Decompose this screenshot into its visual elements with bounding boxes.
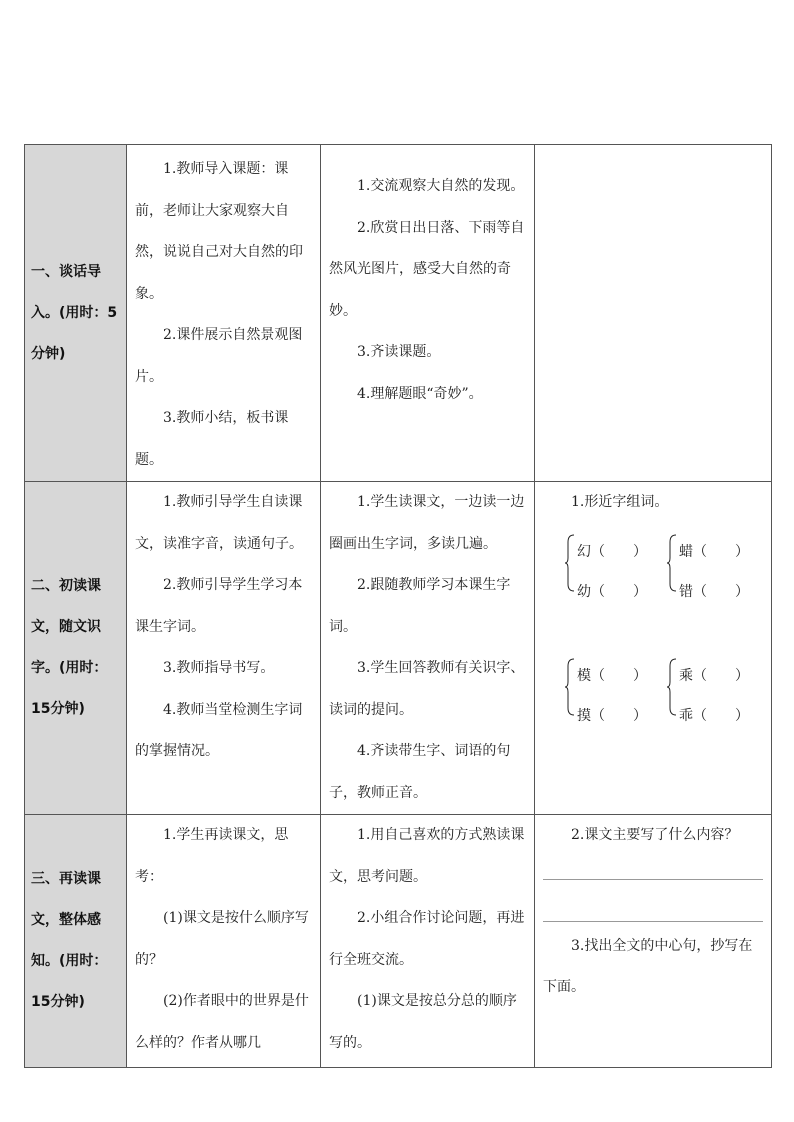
teacher-step: 1.教师导入课题：课前，老师让大家观察大自然，说说自己对大自然的印象。 [135, 161, 303, 302]
exercise-cell [535, 145, 772, 482]
left-brace-icon [565, 534, 575, 592]
teacher-step: 2.课件展示自然景观图片。 [135, 327, 303, 385]
teacher-activity-cell [127, 815, 321, 1068]
student-step: (1)课文是按总分总的顺序写的。 [329, 993, 517, 1051]
table-row [25, 482, 772, 815]
stage-line: 一、谈话导 [31, 263, 101, 280]
stage-cell [25, 145, 127, 482]
table-row [25, 145, 772, 482]
teacher-step: 2.教师引导学生学习本课生字词。 [135, 577, 303, 635]
pair-word: 错（ ） [679, 583, 749, 600]
student-step: 1.交流观察大自然的发现。 [357, 178, 525, 194]
teacher-activity-cell [127, 145, 321, 482]
exercise-question: 3.找出全文的中心句，抄写在下面。 [543, 937, 753, 995]
pair-word: 幼（ ） [577, 583, 647, 600]
teacher-step: 3.教师小结，板书课题。 [135, 410, 289, 468]
exercise-cell [535, 482, 772, 815]
left-brace-icon [565, 658, 575, 716]
character-pair [667, 656, 762, 724]
teacher-step: (2)作者眼中的世界是什么样的？作者从哪几 [135, 993, 309, 1051]
character-pair [565, 656, 660, 724]
stage-line: 文，整体感 [31, 912, 101, 928]
teacher-step: 4.教师当堂检测生字词的掌握情况。 [135, 701, 303, 759]
teacher-step: 1.教师引导学生自读课文，读准字音，读通句子。 [135, 494, 303, 552]
student-activity-cell [321, 815, 535, 1068]
student-step: 4.齐读带生字、词语的句子，教师正音。 [329, 743, 511, 801]
student-step: 1.用自己喜欢的方式熟读课文，思考问题。 [329, 827, 525, 885]
stage-line: 分钟) [31, 345, 66, 362]
table-row [25, 815, 772, 1068]
lesson-plan-table [24, 144, 772, 1068]
student-step: 2.小组合作讨论问题，再进行全班交流。 [329, 910, 525, 968]
stage-cell [25, 815, 127, 1068]
student-activity-cell [321, 145, 535, 482]
student-activity-cell [321, 482, 535, 815]
teacher-activity-cell [127, 482, 321, 815]
pair-word: 乖（ ） [679, 707, 749, 724]
stage-line: 入。(用时：5 [31, 304, 118, 321]
teacher-step: 1.学生再读课文，思考： [135, 827, 289, 885]
pair-word: 蜡（ ） [679, 543, 749, 560]
stage-line: 文，随文识 [31, 619, 101, 635]
student-step: 2.欣赏日出日落、下雨等自然风光图片，感受大自然的奇妙。 [329, 219, 525, 319]
pair-word: 幻（ ） [577, 543, 647, 560]
stage-line: 知。(用时： [31, 953, 108, 969]
pair-word: 模（ ） [577, 667, 647, 684]
student-step: 2.跟随教师学习本课生字词。 [329, 577, 511, 635]
stage-line: 三、再读课 [31, 871, 101, 887]
stage-line: 二、初读课 [31, 578, 101, 594]
character-pair [667, 532, 762, 600]
stage-line: 15分钟) [31, 701, 85, 717]
stage-line: 字。(用时： [31, 660, 108, 676]
stage-cell [25, 482, 127, 815]
exercise-title: 1.形近字组词。 [571, 494, 669, 510]
exercise-cell [535, 815, 772, 1068]
similar-character-pairs [543, 524, 763, 784]
pair-word: 乘（ ） [679, 667, 749, 684]
exercise-question: 2.课文主要写了什么内容？ [571, 827, 739, 843]
student-step: 3.学生回答教师有关识字、读词的提问。 [329, 660, 525, 718]
teacher-step: (1)课文是按什么顺序写的？ [135, 910, 309, 968]
student-step: 3.齐读课题。 [357, 344, 441, 360]
left-brace-icon [667, 658, 677, 716]
student-step: 1.学生读课文，一边读一边圈画出生字词，多读几遍。 [329, 494, 525, 552]
stage-line: 15分钟) [31, 994, 85, 1010]
pair-word: 摸（ ） [577, 707, 647, 724]
character-pair [565, 532, 660, 600]
teacher-step: 3.教师指导书写。 [163, 660, 275, 676]
student-step: 4.理解题眼“奇妙”。 [357, 385, 483, 402]
left-brace-icon [667, 534, 677, 592]
